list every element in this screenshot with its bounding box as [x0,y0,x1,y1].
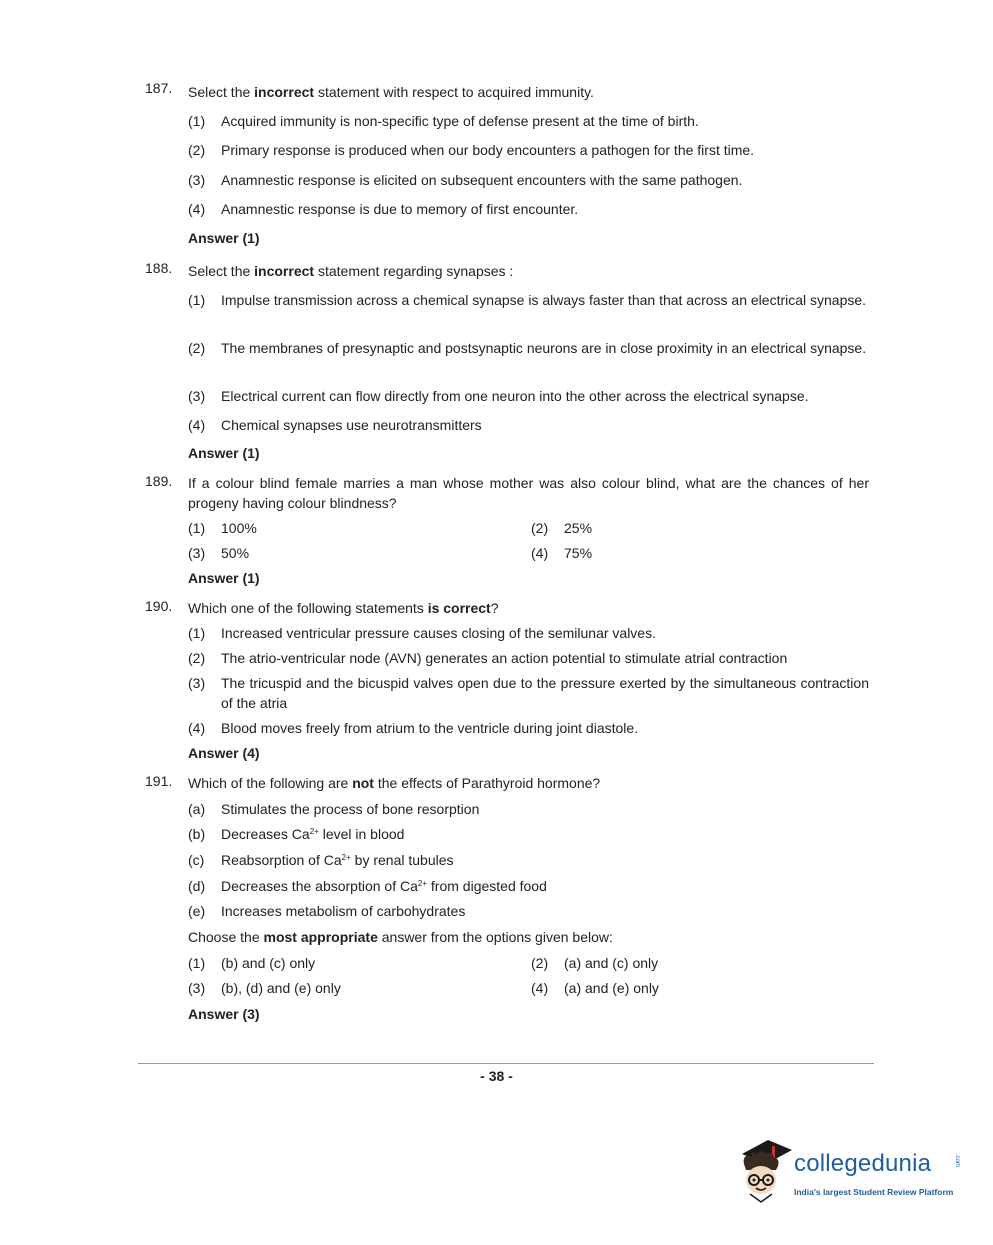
question-number: 187. [145,80,173,96]
logo-wordmark: collegedunia [794,1150,932,1177]
logo-tagline: India's largest Student Review Platform [794,1187,954,1197]
question-text: Select the incorrect statement regarding synapses : [188,263,514,279]
logo-domain: .com [954,1154,960,1168]
student-mascot-icon [736,1136,792,1206]
page-number: - 38 - [480,1068,513,1084]
question-text: Which one of the following statements is correct? [188,600,499,616]
answer: Answer (1) [188,230,260,246]
question-number: 189. [145,473,173,489]
question-text: Select the incorrect statement with respect to acquired immunity. [188,84,594,100]
answer: Answer (1) [188,570,260,586]
answer: Answer (3) [188,1006,260,1022]
answer: Answer (1) [188,445,260,461]
footer-divider [138,1063,874,1064]
collegedunia-logo [736,1136,966,1208]
question-number: 188. [145,260,173,276]
question-text: Which of the following are not the effects of Parathyroid hormone? [188,775,601,791]
answer: Answer (4) [188,745,260,761]
question-text: If a colour blind female marries a man whose mother was also colour blind, what are the chances of her progeny having colour blindness? [188,475,869,511]
question-number: 190. [145,598,173,614]
question-number: 191. [145,773,173,789]
instruction-text: Choose the most appropriate answer from the options given below: [188,929,613,945]
